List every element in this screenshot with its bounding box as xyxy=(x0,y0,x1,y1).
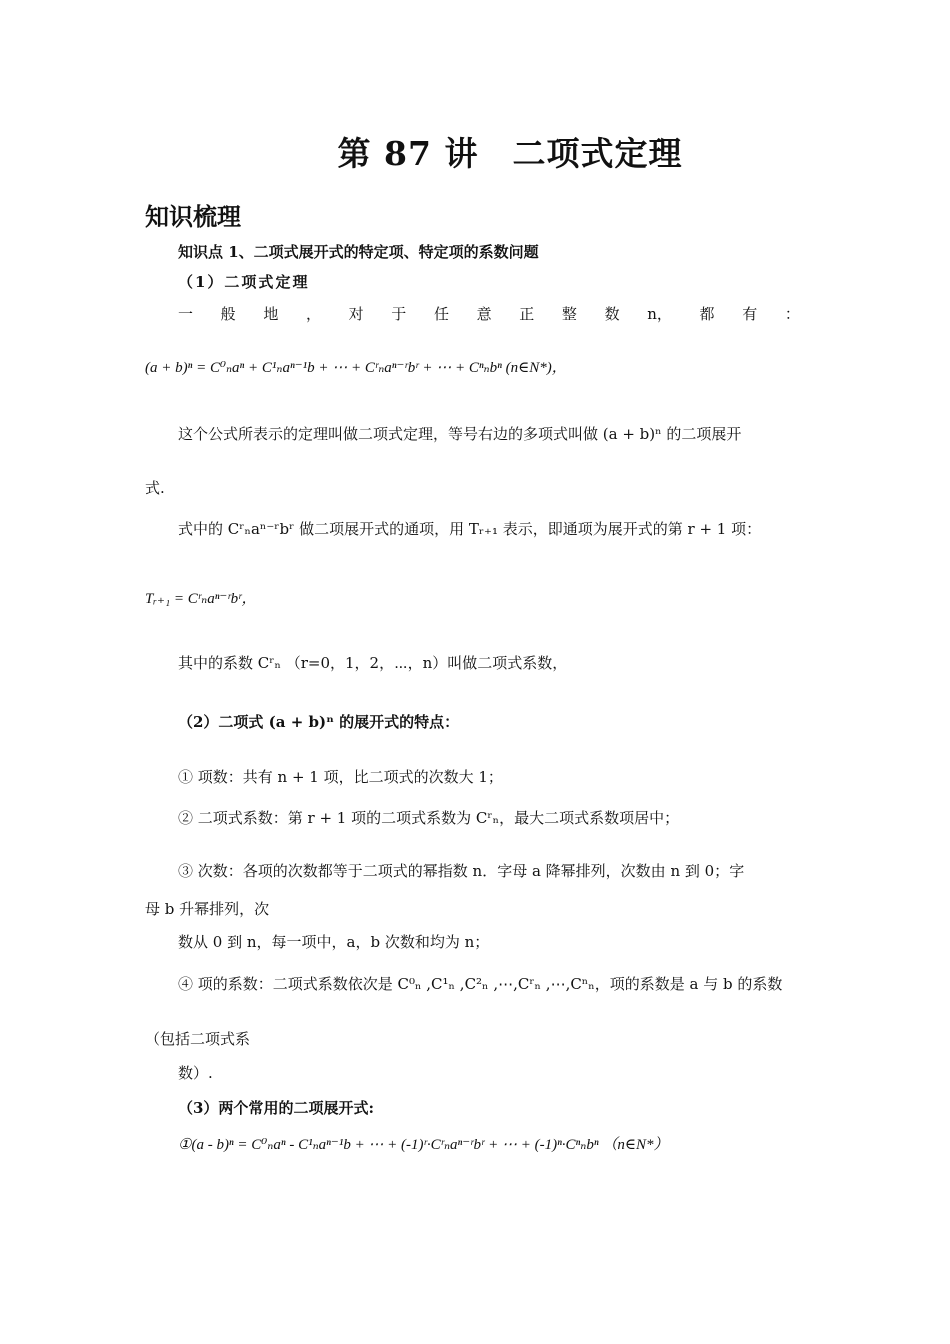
page-title: 第 87 讲 二项式定理 xyxy=(337,134,683,173)
subsection-2-heading: （2）二项式 (a + b)ⁿ 的展开式的特点： xyxy=(178,713,460,731)
knowledge-point-heading: 知识点 1、二项式展开式的特定项、特定项的系数问题 xyxy=(178,243,539,261)
intro-char: 任 xyxy=(433,305,449,323)
intro-char: 一 xyxy=(178,305,194,323)
intro-char: 正 xyxy=(519,305,535,323)
intro-char: 有 xyxy=(742,305,758,323)
theorem-intro-line xyxy=(178,303,800,324)
intro-char: ， xyxy=(305,305,321,323)
theorem-paragraph-line-2: 式. xyxy=(145,479,165,497)
binomial-minus-formula: ①(a - b)ⁿ = C⁰ₙaⁿ - C¹ₙaⁿ⁻¹b + ⋯ + (-1)ʳ·Cʳₙaⁿ⁻ʳbʳ + ⋯ + (-1)ⁿ·Cⁿₙbⁿ （n∈N*） xyxy=(178,1137,669,1153)
feature-item-4-line-3: 数）. xyxy=(178,1064,213,1082)
general-term-formula: Tᵣ₊₁ = Cʳₙaⁿ⁻ʳbʳ， xyxy=(145,591,257,607)
feature-item-1: ① 项数：共有 n + 1 项，比二项式的次数大 1； xyxy=(178,768,503,786)
intro-char: n， xyxy=(647,305,672,323)
intro-char: 于 xyxy=(391,305,407,323)
intro-char: 意 xyxy=(476,305,492,323)
feature-item-4-line-1: ④ 项的系数：二项式系数依次是 C⁰ₙ ,C¹ₙ ,C²ₙ ,⋯,Cʳₙ ,⋯,Cⁿₙ，项的系数是 a 与 b 的系数 xyxy=(178,975,783,993)
theorem-paragraph-line-1: 这个公式所表示的定理叫做二项式定理，等号右边的多项式叫做 (a + b)ⁿ 的二项展开 xyxy=(178,425,742,443)
general-term-paragraph: 式中的 Cʳₙaⁿ⁻ʳbʳ 做二项展开式的通项，用 Tᵣ₊₁ 表示，即通项为展开式的第 r + 1 项： xyxy=(178,520,762,538)
intro-char: 地 xyxy=(263,305,279,323)
feature-item-3-line-3: 数从 0 到 n，每一项中，a，b 次数和均为 n； xyxy=(178,933,490,951)
subsection-3-heading: （3）两个常用的二项展开式: xyxy=(178,1099,374,1117)
intro-char: 整 xyxy=(561,305,577,323)
feature-item-3-line-1: ③ 次数：各项的次数都等于二项式的幂指数 n．字母 a 降幂排列，次数由 n 到 0；字 xyxy=(178,862,745,880)
intro-char: ： xyxy=(784,305,800,323)
feature-item-3-line-2: 母 b 升幂排列，次 xyxy=(145,900,270,918)
intro-char: 对 xyxy=(348,305,364,323)
intro-char: 数 xyxy=(604,305,620,323)
feature-item-2: ② 二项式系数：第 r + 1 项的二项式系数为 Cʳₙ，最大二项式系数项居中； xyxy=(178,809,680,827)
section-heading: 知识梳理 xyxy=(145,202,241,231)
coefficient-paragraph: 其中的系数 Cʳₙ （r=0，1，2，⋯，n）叫做二项式系数， xyxy=(178,654,568,672)
intro-char: 都 xyxy=(699,305,715,323)
binomial-theorem-formula: (a + b)ⁿ = C⁰ₙaⁿ + C¹ₙaⁿ⁻¹b + ⋯ + Cʳₙaⁿ⁻ʳbʳ + ⋯ + Cⁿₙbⁿ (n∈N*)， xyxy=(145,360,567,376)
feature-item-4-line-2: （包括二项式系 xyxy=(145,1030,251,1048)
intro-char: 般 xyxy=(220,305,236,323)
subsection-1-heading: （1）二项式定理 xyxy=(178,273,310,291)
